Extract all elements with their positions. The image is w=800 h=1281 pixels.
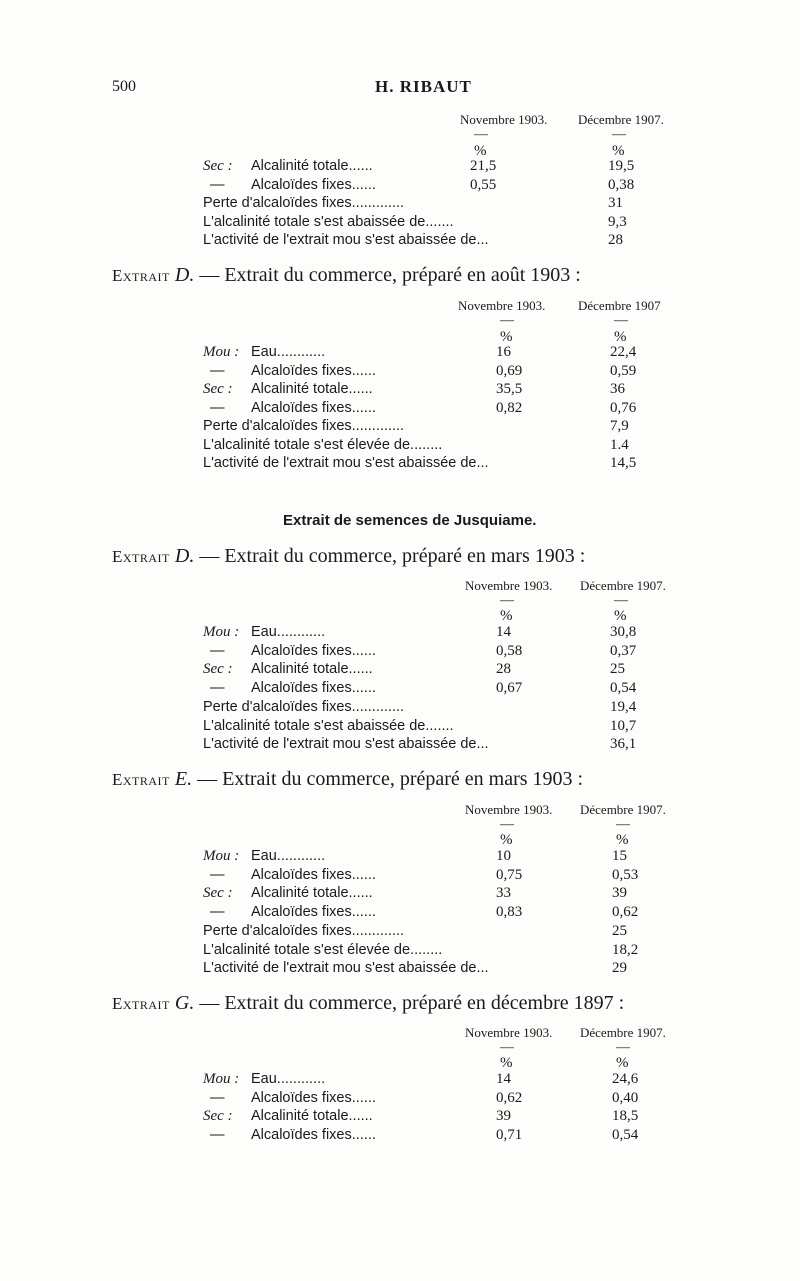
row-value-1: 0,67 [496, 680, 523, 697]
row-prefix: — [210, 1089, 225, 1106]
column-dash-1: — [500, 593, 514, 608]
row-value-1: 14 [496, 1071, 511, 1087]
row-value-2: 36,1 [610, 736, 637, 753]
row-value-1: 39 [496, 1108, 511, 1125]
row-value-2: 22,4 [610, 344, 637, 360]
column-dash-1: — [474, 127, 488, 142]
row-value-2: 25 [610, 661, 625, 678]
row-label: Alcaloïdes fixes...... [251, 1127, 376, 1144]
row-value-2: 24,6 [612, 1071, 639, 1087]
row-prefix: Mou : [203, 848, 240, 864]
row-value-2: 28 [608, 232, 623, 248]
row-value-2: 0,54 [610, 680, 637, 697]
extrait-label: Extrait [112, 770, 170, 789]
column-header-1: Novembre 1903. [460, 112, 548, 127]
row-label: Alcalinité totale...... [251, 661, 373, 678]
row-value-2: 0,62 [612, 904, 639, 921]
row-value-1: 10 [496, 848, 511, 864]
row-label: Perte d'alcaloïdes fixes............. [203, 418, 405, 434]
row-prefix: Sec : [203, 1108, 233, 1125]
row-label: Perte d'alcaloïdes fixes............. [203, 922, 405, 939]
row-label: Alcalinité totale...... [251, 381, 373, 397]
row-value-1: 0,58 [496, 642, 523, 659]
row-prefix: Mou : [203, 344, 240, 360]
row-value-1: 14 [496, 624, 511, 640]
row-value-2: 0,54 [612, 1127, 639, 1144]
extrait-letter: G. [174, 992, 195, 1014]
column-unit-2: % [616, 1055, 629, 1071]
row-value-1: 35,5 [496, 381, 523, 397]
row-value-2: 29 [612, 960, 627, 977]
column-header-2: Décembre 1907. [580, 802, 666, 817]
row-label: L'activité de l'extrait mou s'est abaissée de... [203, 455, 489, 471]
section-title [112, 545, 585, 568]
row-label: Alcalinité totale...... [251, 158, 373, 174]
column-dash-2: — [614, 593, 628, 608]
extrait-letter: E. [174, 768, 193, 790]
column-header-1: Novembre 1903. [465, 1025, 553, 1040]
row-value-2: 30,8 [610, 624, 637, 640]
row-label: Perte d'alcaloïdes fixes............. [203, 698, 405, 715]
row-label: L'activité de l'extrait mou s'est abaissée de... [203, 960, 489, 977]
row-value-1: 33 [496, 885, 511, 902]
row-value-2: 1.4 [610, 436, 629, 453]
row-label: Alcalinité totale...... [251, 1108, 373, 1125]
row-value-2: 39 [612, 885, 627, 902]
row-label: Eau............ [251, 624, 326, 640]
row-prefix: Mou : [203, 624, 240, 640]
row-label: L'alcalinité totale s'est élevée de........ [203, 941, 443, 958]
row-value-2: 19,4 [610, 698, 637, 715]
row-prefix: — [210, 904, 225, 921]
row-value-2: 18,5 [612, 1108, 639, 1125]
row-value-2: 36 [610, 381, 625, 397]
row-value-1: 16 [496, 344, 511, 360]
column-unit-1: % [500, 1055, 513, 1071]
row-value-1: 0,83 [496, 904, 523, 921]
column-header-2: Décembre 1907 [578, 298, 661, 313]
row-value-1: 0,71 [496, 1127, 523, 1144]
row-value-2: 9,3 [608, 213, 627, 230]
column-header-2: Décembre 1907. [578, 112, 664, 127]
column-dash-2: — [616, 817, 630, 832]
row-value-2: 10,7 [610, 717, 637, 734]
row-label: Eau............ [251, 1071, 326, 1087]
row-label: L'alcalinité totale s'est élevée de........ [203, 436, 443, 453]
extrait-label: Extrait [112, 547, 170, 566]
row-label: Alcaloïdes fixes...... [251, 904, 376, 921]
row-label: Alcaloïdes fixes...... [251, 642, 376, 659]
column-dash-2: — [616, 1040, 630, 1055]
column-header-2: Décembre 1907. [580, 1025, 666, 1040]
row-label: Alcaloïdes fixes...... [251, 680, 376, 697]
section-title-text: — Extrait du commerce, préparé en août 1903 : [199, 264, 581, 286]
row-label: Alcaloïdes fixes...... [251, 866, 376, 883]
row-label: Eau............ [251, 344, 326, 360]
column-header-1: Novembre 1903. [465, 578, 553, 593]
extrait-label: Extrait [112, 994, 170, 1013]
row-value-1: 21,5 [470, 158, 497, 174]
column-dash-2: — [614, 313, 628, 328]
row-label: L'activité de l'extrait mou s'est abaissée de... [203, 736, 489, 753]
row-value-2: 0,40 [612, 1089, 639, 1106]
subheading: Extrait de semences de Jusquiame. [283, 512, 537, 529]
column-unit-2: % [612, 143, 625, 159]
row-value-2: 25 [612, 922, 627, 939]
column-unit-1: % [500, 329, 513, 345]
row-label: Alcaloïdes fixes...... [251, 176, 376, 193]
row-label: Alcaloïdes fixes...... [251, 362, 376, 379]
running-title: H. RIBAUT [375, 77, 472, 96]
section-title-text: — Extrait du commerce, préparé en décembre 1897 : [199, 992, 625, 1014]
extrait-letter: D. [174, 264, 195, 286]
row-value-2: 0,76 [610, 399, 637, 416]
extrait-letter: D. [174, 545, 195, 567]
row-value-2: 0,38 [608, 176, 635, 193]
row-prefix: — [210, 1127, 225, 1144]
row-value-1: 0,69 [496, 362, 523, 379]
column-dash-1: — [500, 817, 514, 832]
row-value-1: 0,55 [470, 176, 497, 193]
section-title-text: — Extrait du commerce, préparé en mars 1903 : [197, 768, 584, 790]
row-value-2: 14,5 [610, 455, 637, 471]
row-label: L'alcalinité totale s'est abaissée de....... [203, 213, 454, 230]
row-value-2: 19,5 [608, 158, 635, 174]
row-prefix: Sec : [203, 381, 233, 397]
page-number: 500 [112, 78, 136, 95]
row-value-1: 28 [496, 661, 511, 678]
row-prefix: — [210, 399, 225, 416]
row-label: L'alcalinité totale s'est abaissée de....... [203, 717, 454, 734]
row-prefix: — [210, 642, 225, 659]
column-dash-2: — [612, 127, 626, 142]
row-value-2: 31 [608, 195, 623, 211]
row-label: Alcaloïdes fixes...... [251, 1089, 376, 1106]
column-unit-2: % [616, 832, 629, 848]
extrait-label: Extrait [112, 266, 170, 285]
column-header-1: Novembre 1903. [465, 802, 553, 817]
row-label: L'activité de l'extrait mou s'est abaissée de... [203, 232, 489, 248]
column-unit-1: % [500, 608, 513, 624]
column-unit-2: % [614, 608, 627, 624]
row-prefix: Sec : [203, 885, 233, 902]
row-label: Eau............ [251, 848, 326, 864]
row-value-1: 0,82 [496, 399, 523, 416]
section-title-text: — Extrait du commerce, préparé en mars 1903 : [199, 545, 586, 567]
column-unit-1: % [500, 832, 513, 848]
row-prefix: — [210, 866, 225, 883]
row-value-2: 0,59 [610, 362, 637, 379]
column-header-1: Novembre 1903. [458, 298, 546, 313]
section-title [112, 768, 583, 791]
row-value-1: 0,75 [496, 866, 523, 883]
row-prefix: — [210, 176, 225, 193]
row-label: Alcaloïdes fixes...... [251, 399, 376, 416]
column-dash-1: — [500, 1040, 514, 1055]
column-dash-1: — [500, 313, 514, 328]
row-value-2: 7,9 [610, 418, 629, 434]
row-value-2: 0,37 [610, 642, 637, 659]
column-unit-2: % [614, 329, 627, 345]
row-value-1: 0,62 [496, 1089, 523, 1106]
row-prefix: Sec : [203, 158, 233, 174]
row-prefix: — [210, 680, 225, 697]
section-title [112, 992, 624, 1015]
row-prefix: Mou : [203, 1071, 240, 1087]
column-unit-1: % [474, 143, 487, 159]
row-prefix: — [210, 362, 225, 379]
row-value-2: 15 [612, 848, 627, 864]
row-value-2: 18,2 [612, 941, 639, 958]
row-label: Perte d'alcaloïdes fixes............. [203, 195, 405, 211]
row-value-2: 0,53 [612, 866, 639, 883]
section-title [112, 264, 581, 287]
column-header-2: Décembre 1907. [580, 578, 666, 593]
row-label: Alcalinité totale...... [251, 885, 373, 902]
row-prefix: Sec : [203, 661, 233, 678]
